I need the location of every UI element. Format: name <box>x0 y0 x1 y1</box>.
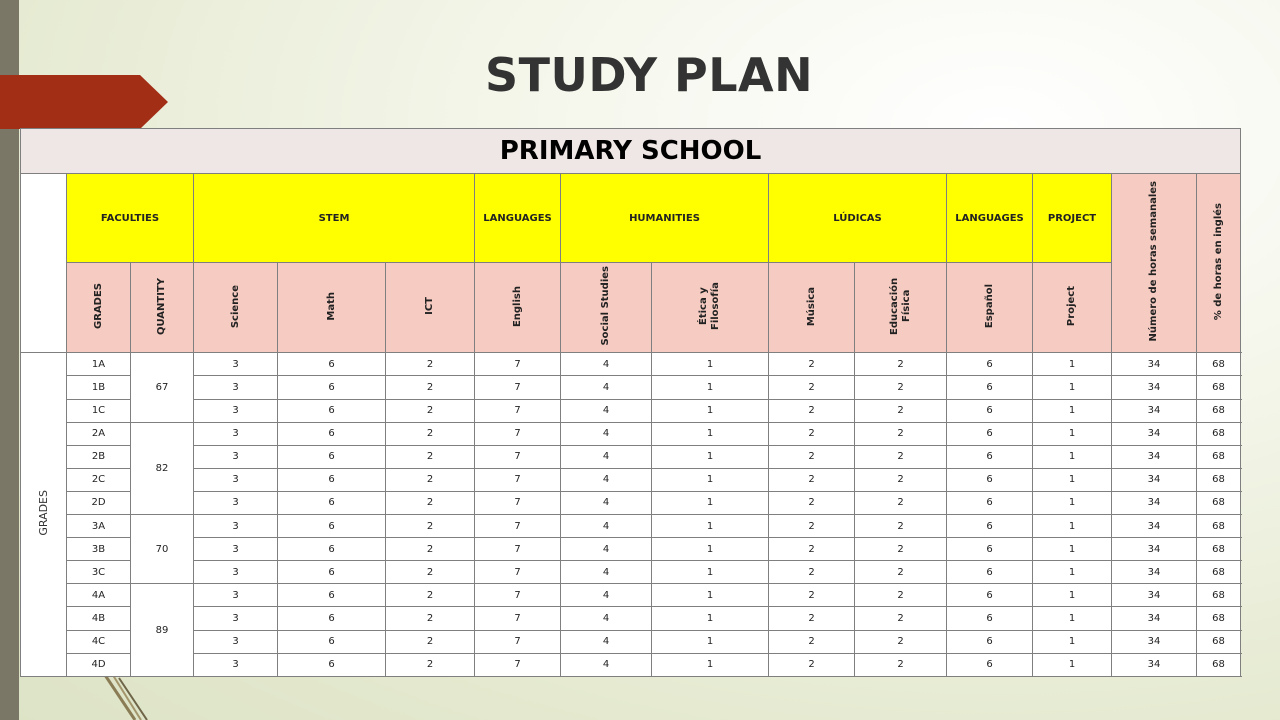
hours-cell: 6 <box>947 445 1033 468</box>
table-row <box>21 515 1241 538</box>
hours-cell: 2 <box>769 561 855 584</box>
table-row <box>21 607 1241 630</box>
hours-cell: 6 <box>278 538 386 561</box>
grade-cell: 2C <box>67 468 131 491</box>
hours-cell: 2 <box>855 584 947 607</box>
table-row <box>21 561 1241 584</box>
hours-cell: 68 <box>1197 584 1241 607</box>
hours-cell: 1 <box>1033 445 1112 468</box>
faculty-languages-2: LANGUAGES <box>947 174 1033 263</box>
hours-cell: 3 <box>194 630 278 653</box>
study-plan-sheet <box>20 128 1240 677</box>
table-row <box>21 653 1241 676</box>
hours-cell: 2 <box>769 445 855 468</box>
hours-cell: 1 <box>652 376 769 399</box>
hours-cell: 4 <box>561 445 652 468</box>
hours-cell: 34 <box>1112 584 1197 607</box>
hours-cell: 6 <box>278 376 386 399</box>
hours-cell: 34 <box>1112 376 1197 399</box>
hours-cell: 6 <box>947 653 1033 676</box>
hours-cell: 2 <box>855 561 947 584</box>
percent-english-label: % de horas en inglés <box>1212 203 1224 321</box>
hours-cell: 4 <box>561 491 652 514</box>
hours-cell: 2 <box>386 399 475 422</box>
hours-cell: 68 <box>1197 653 1241 676</box>
hours-cell: 1 <box>1033 561 1112 584</box>
hours-cell: 6 <box>278 584 386 607</box>
hours-cell: 68 <box>1197 376 1241 399</box>
hours-cell: 6 <box>278 561 386 584</box>
grade-cell: 4D <box>67 653 131 676</box>
grade-cell: 1A <box>67 353 131 376</box>
hours-cell: 34 <box>1112 561 1197 584</box>
hours-cell: 34 <box>1112 491 1197 514</box>
hours-cell: 68 <box>1197 607 1241 630</box>
hours-cell: 1 <box>1033 538 1112 561</box>
hours-cell: 6 <box>947 584 1033 607</box>
hours-cell: 1 <box>1033 468 1112 491</box>
subject-espanol <box>947 263 1033 353</box>
arrow-decoration <box>0 75 168 129</box>
hours-cell: 4 <box>561 630 652 653</box>
hours-cell: 7 <box>475 376 561 399</box>
subject-grades-label: GRADES <box>92 283 104 330</box>
hours-cell: 34 <box>1112 515 1197 538</box>
hours-cell: 4 <box>561 538 652 561</box>
hours-cell: 1 <box>1033 376 1112 399</box>
hours-cell: 4 <box>561 653 652 676</box>
hours-cell: 2 <box>855 445 947 468</box>
hours-cell: 2 <box>855 468 947 491</box>
faculty-ludicas: LÚDICAS <box>769 174 947 263</box>
hours-cell: 6 <box>278 399 386 422</box>
subject-project-label: Project <box>1066 286 1077 327</box>
hours-cell: 6 <box>278 468 386 491</box>
hours-cell: 1 <box>652 584 769 607</box>
slide-title: STUDY PLAN <box>485 48 814 102</box>
hours-cell: 1 <box>652 630 769 653</box>
hours-cell: 2 <box>855 607 947 630</box>
hours-cell: 68 <box>1197 353 1241 376</box>
hours-cell: 3 <box>194 491 278 514</box>
hours-cell: 1 <box>652 515 769 538</box>
hours-cell: 1 <box>652 538 769 561</box>
hours-cell: 3 <box>194 468 278 491</box>
hours-cell: 68 <box>1197 630 1241 653</box>
subject-math <box>278 263 386 353</box>
percent-english-header <box>1197 174 1241 353</box>
hours-cell: 6 <box>278 491 386 514</box>
hours-cell: 1 <box>652 491 769 514</box>
hours-cell: 2 <box>769 376 855 399</box>
subject-social <box>561 263 652 353</box>
corner-cell <box>21 174 67 353</box>
hours-cell: 1 <box>1033 607 1112 630</box>
hours-cell: 2 <box>769 399 855 422</box>
hours-cell: 1 <box>652 607 769 630</box>
hours-cell: 2 <box>386 468 475 491</box>
hours-cell: 2 <box>769 584 855 607</box>
hours-cell: 1 <box>652 353 769 376</box>
subject-educacion-label: Educación Física <box>888 277 912 335</box>
hours-cell: 2 <box>386 353 475 376</box>
hours-cell: 4 <box>561 353 652 376</box>
hours-cell: 7 <box>475 515 561 538</box>
subject-espanol-label: Español <box>983 284 995 329</box>
hours-cell: 2 <box>855 630 947 653</box>
grass-decoration <box>95 672 185 720</box>
hours-cell: 6 <box>278 445 386 468</box>
faculty-faculties: FACULTIES <box>67 174 194 263</box>
subject-ict-label: ICT <box>424 297 435 316</box>
hours-week-label: Número de horas semanales <box>1148 181 1159 342</box>
hours-cell: 3 <box>194 538 278 561</box>
hours-cell: 2 <box>769 538 855 561</box>
hours-cell: 6 <box>278 630 386 653</box>
hours-cell: 6 <box>947 515 1033 538</box>
hours-cell: 1 <box>652 445 769 468</box>
hours-cell: 68 <box>1197 561 1241 584</box>
hours-cell: 6 <box>947 561 1033 584</box>
hours-cell: 1 <box>652 422 769 445</box>
grade-cell: 2B <box>67 445 131 468</box>
subject-musica-label: Música <box>805 286 817 326</box>
hours-cell: 6 <box>278 422 386 445</box>
faculty-languages: LANGUAGES <box>475 174 561 263</box>
hours-cell: 4 <box>561 607 652 630</box>
faculty-project: PROJECT <box>1033 174 1112 263</box>
table-row <box>21 422 1241 445</box>
hours-cell: 1 <box>652 561 769 584</box>
subject-musica <box>769 263 855 353</box>
hours-cell: 7 <box>475 445 561 468</box>
subject-math-label: Math <box>325 291 337 321</box>
hours-cell: 34 <box>1112 445 1197 468</box>
hours-cell: 2 <box>386 422 475 445</box>
hours-cell: 6 <box>278 353 386 376</box>
hours-cell: 7 <box>475 584 561 607</box>
grade-cell: 2D <box>67 491 131 514</box>
hours-cell: 68 <box>1197 445 1241 468</box>
hours-cell: 1 <box>652 468 769 491</box>
table-row <box>21 353 1241 376</box>
hours-cell: 3 <box>194 607 278 630</box>
hours-cell: 6 <box>947 607 1033 630</box>
hours-cell: 2 <box>855 515 947 538</box>
hours-cell: 2 <box>769 468 855 491</box>
hours-cell: 3 <box>194 653 278 676</box>
hours-cell: 3 <box>194 561 278 584</box>
subject-ict <box>386 263 475 353</box>
table-row <box>21 491 1241 514</box>
subject-science <box>194 263 278 353</box>
hours-cell: 3 <box>194 399 278 422</box>
hours-cell: 3 <box>194 515 278 538</box>
hours-cell: 34 <box>1112 353 1197 376</box>
hours-cell: 68 <box>1197 515 1241 538</box>
hours-cell: 34 <box>1112 630 1197 653</box>
hours-cell: 68 <box>1197 468 1241 491</box>
hours-cell: 6 <box>947 630 1033 653</box>
hours-cell: 6 <box>947 538 1033 561</box>
hours-cell: 2 <box>769 653 855 676</box>
hours-cell: 2 <box>386 538 475 561</box>
hours-cell: 2 <box>769 630 855 653</box>
subject-science-label: Science <box>229 284 241 328</box>
hours-cell: 68 <box>1197 491 1241 514</box>
subject-social-label: Social Studies <box>600 266 611 346</box>
table-row <box>21 399 1241 422</box>
hours-cell: 1 <box>1033 491 1112 514</box>
subject-english-label: English <box>511 285 523 327</box>
hours-cell: 2 <box>386 630 475 653</box>
hours-cell: 7 <box>475 468 561 491</box>
hours-cell: 1 <box>1033 422 1112 445</box>
study-plan-table <box>20 128 1241 677</box>
hours-cell: 3 <box>194 353 278 376</box>
side-grades-label: GRADES <box>37 490 50 536</box>
hours-cell: 6 <box>947 422 1033 445</box>
grade-cell: 1B <box>67 376 131 399</box>
hours-cell: 4 <box>561 376 652 399</box>
hours-cell: 4 <box>561 584 652 607</box>
hours-cell: 2 <box>855 422 947 445</box>
hours-cell: 4 <box>561 515 652 538</box>
grade-cell: 3C <box>67 561 131 584</box>
hours-cell: 7 <box>475 653 561 676</box>
quantity-cell: 70 <box>131 515 194 584</box>
hours-cell: 6 <box>947 491 1033 514</box>
hours-cell: 34 <box>1112 653 1197 676</box>
grade-cell: 2A <box>67 422 131 445</box>
subject-quantity-label: QUANTITY <box>156 277 167 335</box>
grade-cell: 3A <box>67 515 131 538</box>
hours-cell: 1 <box>652 653 769 676</box>
subject-grades <box>67 263 131 353</box>
hours-cell: 2 <box>386 607 475 630</box>
hours-cell: 2 <box>855 353 947 376</box>
hours-cell: 2 <box>386 491 475 514</box>
hours-cell: 68 <box>1197 422 1241 445</box>
table-row <box>21 538 1241 561</box>
hours-cell: 7 <box>475 630 561 653</box>
hours-cell: 68 <box>1197 399 1241 422</box>
grade-cell: 3B <box>67 538 131 561</box>
grade-rows <box>21 353 1241 677</box>
subject-english <box>475 263 561 353</box>
subject-etica <box>652 263 769 353</box>
hours-cell: 3 <box>194 376 278 399</box>
grade-cell: 4B <box>67 607 131 630</box>
hours-cell: 2 <box>769 353 855 376</box>
table-row <box>21 445 1241 468</box>
hours-cell: 2 <box>769 515 855 538</box>
hours-cell: 1 <box>1033 515 1112 538</box>
hours-cell: 34 <box>1112 538 1197 561</box>
hours-cell: 6 <box>947 399 1033 422</box>
quantity-cell: 82 <box>131 422 194 514</box>
hours-cell: 34 <box>1112 399 1197 422</box>
grade-cell: 1C <box>67 399 131 422</box>
hours-cell: 6 <box>278 607 386 630</box>
subject-quantity <box>131 263 194 353</box>
hours-cell: 7 <box>475 538 561 561</box>
side-grades-cell <box>21 353 67 677</box>
hours-cell: 7 <box>475 353 561 376</box>
hours-cell: 7 <box>475 561 561 584</box>
hours-cell: 2 <box>386 561 475 584</box>
hours-cell: 4 <box>561 422 652 445</box>
quantity-cell: 89 <box>131 584 194 677</box>
hours-cell: 3 <box>194 445 278 468</box>
hours-cell: 1 <box>1033 630 1112 653</box>
table-row <box>21 584 1241 607</box>
hours-cell: 34 <box>1112 422 1197 445</box>
hours-cell: 6 <box>947 353 1033 376</box>
hours-cell: 1 <box>1033 353 1112 376</box>
hours-cell: 34 <box>1112 468 1197 491</box>
hours-cell: 2 <box>769 491 855 514</box>
hours-cell: 3 <box>194 584 278 607</box>
hours-cell: 7 <box>475 607 561 630</box>
hours-cell: 1 <box>652 399 769 422</box>
hours-cell: 4 <box>561 561 652 584</box>
hours-cell: 2 <box>386 584 475 607</box>
hours-cell: 4 <box>561 468 652 491</box>
hours-week-header <box>1112 174 1197 353</box>
hours-cell: 7 <box>475 399 561 422</box>
subject-educacion <box>855 263 947 353</box>
faculty-humanities: HUMANITIES <box>561 174 769 263</box>
hours-cell: 1 <box>1033 584 1112 607</box>
hours-cell: 3 <box>194 422 278 445</box>
quantity-cell: 67 <box>131 353 194 422</box>
hours-cell: 1 <box>1033 653 1112 676</box>
hours-cell: 4 <box>561 399 652 422</box>
hours-cell: 2 <box>769 607 855 630</box>
hours-cell: 2 <box>855 653 947 676</box>
grade-cell: 4C <box>67 630 131 653</box>
hours-cell: 6 <box>947 468 1033 491</box>
hours-cell: 6 <box>278 515 386 538</box>
table-row <box>21 376 1241 399</box>
hours-cell: 6 <box>278 653 386 676</box>
hours-cell: 2 <box>386 376 475 399</box>
grade-cell: 4A <box>67 584 131 607</box>
hours-cell: 1 <box>1033 399 1112 422</box>
hours-cell: 68 <box>1197 538 1241 561</box>
hours-cell: 7 <box>475 491 561 514</box>
hours-cell: 2 <box>855 399 947 422</box>
hours-cell: 6 <box>947 376 1033 399</box>
hours-cell: 2 <box>386 515 475 538</box>
section-banner: PRIMARY SCHOOL <box>21 129 1241 174</box>
hours-cell: 2 <box>855 376 947 399</box>
subject-etica-label: Ética y Filosofía <box>698 282 721 331</box>
table-row <box>21 468 1241 491</box>
hours-cell: 7 <box>475 422 561 445</box>
subject-project <box>1033 263 1112 353</box>
faculty-stem: STEM <box>194 174 475 263</box>
hours-cell: 2 <box>769 422 855 445</box>
hours-cell: 34 <box>1112 607 1197 630</box>
hours-cell: 2 <box>855 491 947 514</box>
table-row <box>21 630 1241 653</box>
hours-cell: 2 <box>386 445 475 468</box>
hours-cell: 2 <box>855 538 947 561</box>
hours-cell: 2 <box>386 653 475 676</box>
